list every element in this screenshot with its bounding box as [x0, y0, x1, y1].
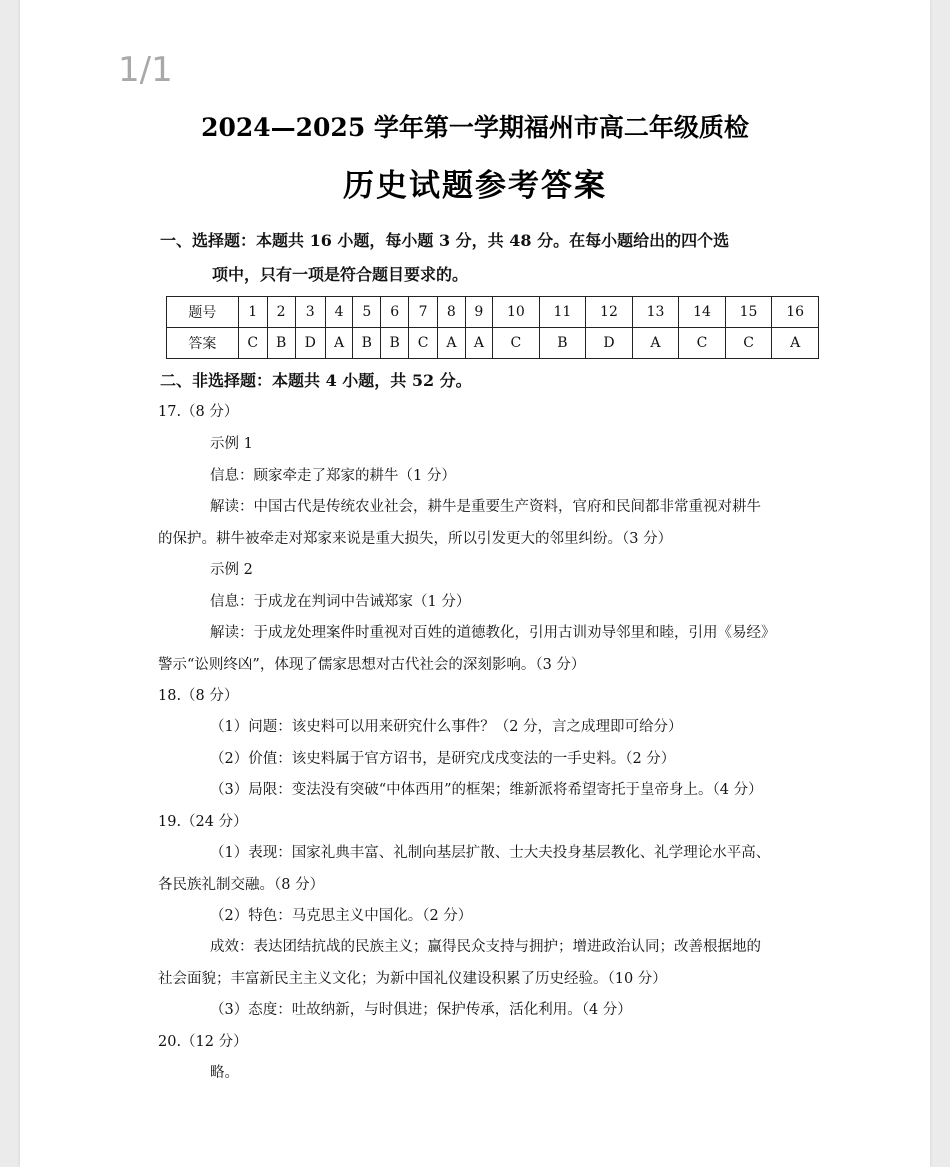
q18-part2: （2）价值：该史料属于官方诏书，是研究戊戌变法的一手史料。（2 分）	[210, 751, 676, 767]
question-number-cell: 16	[772, 297, 819, 328]
question-number-cell: 14	[679, 297, 726, 328]
question-number-cell: 11	[539, 297, 586, 328]
answer-cell: B	[353, 328, 381, 359]
row-label-number: 题号	[167, 297, 239, 328]
question-number-cell: 10	[493, 297, 540, 328]
answer-cell: D	[586, 328, 633, 359]
section1-heading: 一、选择题：本题共 16 小题，每小题 3 分，共 48 分。在每小题给出的四个选	[160, 231, 730, 250]
section1-heading-continued: 项中，只有一项是符合题目要求的。	[212, 265, 469, 284]
question-number-cell: 3	[295, 297, 325, 328]
answer-table-answer-row	[167, 328, 819, 359]
question-number-cell: 2	[267, 297, 295, 328]
q17-example2-label: 示例 2	[210, 562, 253, 578]
q17-example1-interpretation: 解读：中国古代是传统农业社会，耕牛是重要生产资料，官府和民间都非常重视对耕牛	[210, 499, 761, 515]
section2-heading: 二、非选择题：本题共 4 小题，共 52 分。	[160, 371, 472, 390]
question-number-cell: 1	[238, 297, 267, 328]
document-page	[20, 0, 930, 1167]
answer-cell: A	[438, 328, 466, 359]
question-number-cell: 9	[465, 297, 493, 328]
answer-cell: C	[238, 328, 267, 359]
question-number-cell: 7	[409, 297, 438, 328]
answer-cell: A	[632, 328, 679, 359]
page-indicator: 1/1	[118, 50, 173, 90]
answer-cell: B	[539, 328, 586, 359]
question-number-cell: 15	[725, 297, 772, 328]
question-number-cell: 5	[353, 297, 381, 328]
q19-heading: 19.（24 分）	[158, 814, 248, 830]
q19-part1: （1）表现：国家礼典丰富、礼制向基层扩散、士大夫投身基层教化、礼学理论水平高、	[210, 845, 771, 861]
question-number-cell: 13	[632, 297, 679, 328]
answer-cell: B	[381, 328, 409, 359]
q19-part2-effects: 成效：表达团结抗战的民族主义；赢得民众支持与拥护；增进政治认同；改善根据地的	[210, 939, 761, 955]
question-number-cell: 8	[438, 297, 466, 328]
answer-cell: C	[493, 328, 540, 359]
document-title: 2024—2025 学年第一学期福州市高二年级质检	[201, 113, 749, 142]
q17-example1-info: 信息：顾家牵走了郑家的耕牛（1 分）	[210, 468, 456, 484]
q19-part1-cont: 各民族礼制交融。（8 分）	[158, 877, 325, 893]
document-subtitle: 历史试题参考答案	[343, 168, 607, 204]
answer-cell: D	[295, 328, 325, 359]
q20-answer: 略。	[210, 1065, 239, 1081]
answer-cell: C	[679, 328, 726, 359]
answer-table-number-row	[167, 297, 819, 328]
question-number-cell: 4	[325, 297, 353, 328]
answer-cell: A	[325, 328, 353, 359]
answer-table	[166, 296, 819, 359]
answer-cell: C	[725, 328, 772, 359]
q17-example1-label: 示例 1	[210, 436, 253, 452]
q18-part1: （1）问题：该史料可以用来研究什么事件？（2 分，言之成理即可给分）	[210, 719, 683, 735]
q17-example2-interpretation: 解读：于成龙处理案件时重视对百姓的道德教化，引用古训劝导邻里和睦，引用《易经》	[210, 625, 776, 641]
q18-heading: 18.（8 分）	[158, 688, 239, 704]
answer-cell: C	[409, 328, 438, 359]
answer-cell: B	[267, 328, 295, 359]
q17-example1-interpretation-cont: 的保护。耕牛被牵走对郑家来说是重大损失，所以引发更大的邻里纠纷。（3 分）	[158, 531, 673, 547]
row-label-answer: 答案	[167, 328, 239, 359]
q20-heading: 20.（12 分）	[158, 1034, 248, 1050]
q19-part3: （3）态度：吐故纳新，与时俱进；保护传承，活化利用。（4 分）	[210, 1002, 632, 1018]
answer-cell: A	[772, 328, 819, 359]
q17-example2-info: 信息：于成龙在判词中告诫郑家（1 分）	[210, 594, 471, 610]
question-number-cell: 12	[586, 297, 633, 328]
q17-example2-interpretation-cont: 警示“讼则终凶”，体现了儒家思想对古代社会的深刻影响。（3 分）	[158, 657, 586, 673]
answer-cell: A	[465, 328, 493, 359]
q18-part3: （3）局限：变法没有突破“中体西用”的框架；维新派将希望寄托于皇帝身上。（4 分）	[210, 782, 763, 798]
question-number-cell: 6	[381, 297, 409, 328]
q19-part2-effects-cont: 社会面貌；丰富新民主主义文化；为新中国礼仪建设积累了历史经验。（10 分）	[158, 971, 667, 987]
q17-heading: 17.（8 分）	[158, 404, 239, 420]
q19-part2: （2）特色：马克思主义中国化。（2 分）	[210, 908, 473, 924]
